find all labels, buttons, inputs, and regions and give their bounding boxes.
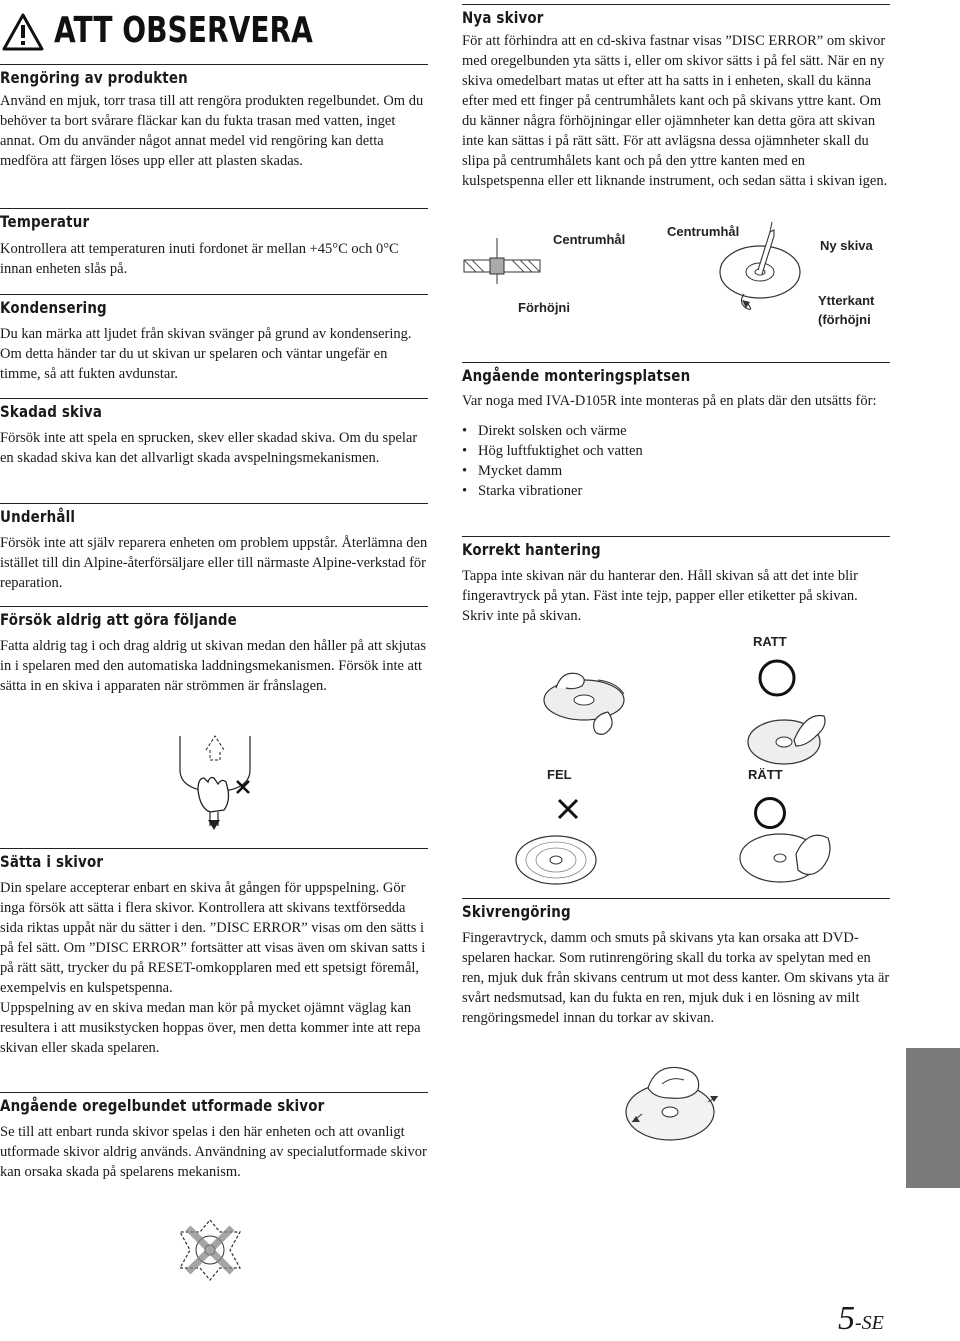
section-temperatur [0, 208, 428, 279]
section-oregel [0, 1092, 428, 1182]
text-skadad: Försök inte att spela en sprucken, skev eller skadad skiva. Om du spelar en skadad skiva kan det allvarligt skada avspelningsmekanismen. [0, 430, 418, 466]
heading-skivrengoring: Skivrengöring [462, 902, 571, 921]
heading-rengoring: Rengöring av produkten [0, 68, 188, 87]
label-ny-skiva: Ny skiva [820, 238, 873, 253]
section-underhall [0, 503, 428, 593]
heading-temperatur: Temperatur [0, 212, 90, 231]
page-title: ATT OBSERVERA [54, 10, 313, 51]
label-ratt-2: RÄTT [748, 767, 783, 782]
section-skivrengoring [462, 898, 890, 1028]
text-montering: Var noga med IVA-D105R inte monteras på en plats där den utsätts för: [462, 393, 877, 409]
text-rengoring: Använd en mjuk, torr trasa till att rengöra produkten regelbundet. Om du behöver ta bort svårare fläckar kan du fukta trasan med vatten, inget annat. Om du använder något annat medel vid rengöring kan detta medföra att färgen löses upp eller att plasten skadas. [0, 93, 424, 169]
heading-korrekt: Korrekt hantering [462, 540, 601, 559]
section-montering [462, 362, 890, 501]
label-ratt-1: RATT [753, 634, 787, 649]
text-skivrengoring: Fingeravtryck, damm och smuts på skivans yta kan orsaka att DVD-spelaren hackar. Som rutinrengöring skall du torka av spelytan med en ren, mjuk duk från skivans centrum ut mot dess kanter. Om skivans yta är svårt nedsmutsad, kan du fukta en ren, mjuk duk i en lösning av milt rengöringsmedel innan du torkar av skivan. [462, 930, 890, 1026]
text-satta-2: Uppspelning av en skiva medan man kör på mycket ojämnt väglag kan resultera i att musikstycken hoppas över, men detta kommer inte att repa skivan eller skada spelaren. [0, 1000, 421, 1056]
section-skadad [0, 398, 428, 468]
text-satta: Din spelare accepterar enbart en skiva åt gången för uppspelning. Gör inga försök att sätta i flera skivor. Kontrollera att skivans textförsedda sida riktas uppåt när du sätter i den. ”DISC ERROR” visas om den sätts i på fel sätt. Om ”DISC ERROR” fortsätter att visas även om skivan satts i på rätt sätt, trycker du på RESET-omkopplaren med ett spetsigt föremål, exempelvis en kulspetspenna. [0, 880, 426, 996]
montering-bullet: • Mycket damm [478, 461, 890, 481]
wrong-x-icon [236, 780, 250, 794]
disc-cleaning-illustration [618, 1058, 728, 1150]
text-forsok: Fatta aldrig tag i och drag aldrig ut skivan medan den håller på att skjutas in i spelaren med den automatiska laddningsmekanismen. Försök inte att sätta in en skiva i apparaten när strömmen är frånslagen. [0, 638, 427, 694]
warning-icon [2, 13, 44, 51]
correct-circle-icon-1 [757, 658, 797, 698]
page-number-digit: 5 [838, 1300, 855, 1337]
heading-montering: Angående monteringsplatsen [462, 366, 691, 385]
text-korrekt: Tappa inte skivan när du hanterar den. Håll skivan så att det inte blir fingeravtryck på ytan. Fäst inte tejp, papper eller etiketter på skivan. Skriv inte på skivan. [462, 568, 858, 624]
montering-bullet: • Hög luftfuktighet och vatten [478, 441, 890, 461]
label-ytterkant: Ytterkant [818, 293, 875, 308]
heading-underhall: Underhåll [0, 507, 76, 526]
text-underhall: Försök inte att själv reparera enheten om problem uppstår. Återlämna den istället till din Alpine-återförsäljare eller till närmaste Alpine-verkstad för reparation. [0, 535, 428, 591]
hand-disc-edge-illustration [538, 660, 638, 740]
label-centrumhal-1: Centrumhål [553, 232, 626, 247]
text-temperatur: Kontrollera att temperaturen inuti fordonet är mellan +45°C och 0°C innan enheten slås på. [0, 241, 399, 277]
heading-skadad: Skadad skiva [0, 402, 103, 421]
heading-forsok: Försök aldrig att göra följande [0, 610, 237, 629]
side-tab [906, 1048, 960, 1188]
label-fel: FEL [547, 767, 572, 782]
section-rengoring [0, 64, 428, 171]
montering-bullet: • Starka vibrationer [478, 481, 890, 501]
section-nya-skivor [462, 4, 890, 191]
label-centrumhal-2: Centrumhål [667, 224, 740, 239]
hand-disc-center-illustration [744, 702, 828, 772]
text-oregel: Se till att enbart runda skivor spelas i den här enheten och att ovanligt utformade skivor aldrig används. Användning av specialutformade skivor kan orsaka skada på spelarens mekanism. [0, 1124, 427, 1180]
label-ytterkant-2: (förhöjni [818, 312, 871, 327]
disc-edge-cross-section [462, 236, 542, 286]
section-kondensering [0, 294, 428, 384]
page-number-suffix: -SE [855, 1312, 884, 1334]
text-nya-skivor: För att förhindra att en cd-skiva fastnar visas ”DISC ERROR” om skivor med oregelbunden yta sätts i, eller om skivor sätts i på fel sätt. När en ny skiva omedelbart matas ut efter att ha satts in i enheten, skall du känna efter med ett finger på centrumhålets kant och på skivans yttre kant. Om du känner några förhöjningar eller ojämnheter kan detta göra att skivan inte kan sättas i på rätt sätt. För att avlägsna dessa ojämnheter skall du slipa på centrumhålets kant och på den yttre kanten med en kulspetspenna eller ett liknande instrument, och sedan sätta i skivan igen. [462, 33, 888, 189]
montering-bullet: • Direkt solsken och värme [478, 421, 890, 441]
heading-satta: Sätta i skivor [0, 852, 104, 871]
text-kondensering: Du kan märka att ljudet från skivan svänger på grund av kondensering. Om detta händer tar du ut skivan ur spelaren och väntar ungefär en timme, så att fukten avdunstar. [0, 326, 412, 382]
montering-list [462, 421, 890, 501]
irregular-disc-illustration [178, 1218, 242, 1282]
heading-kondensering: Kondensering [0, 298, 107, 317]
page-number [838, 1300, 884, 1338]
wrong-x-icon-2 [557, 798, 579, 820]
disc-wrong-grip-illustration [512, 830, 602, 888]
disc-correct-grip-illustration [736, 824, 836, 890]
label-forhojni: Förhöjni [518, 300, 570, 315]
section-satta [0, 848, 428, 1058]
section-korrekt [462, 536, 890, 626]
section-forsok [0, 606, 428, 696]
heading-nya-skivor: Nya skivor [462, 8, 544, 27]
heading-oregel: Angående oregelbundet utformade skivor [0, 1096, 325, 1115]
